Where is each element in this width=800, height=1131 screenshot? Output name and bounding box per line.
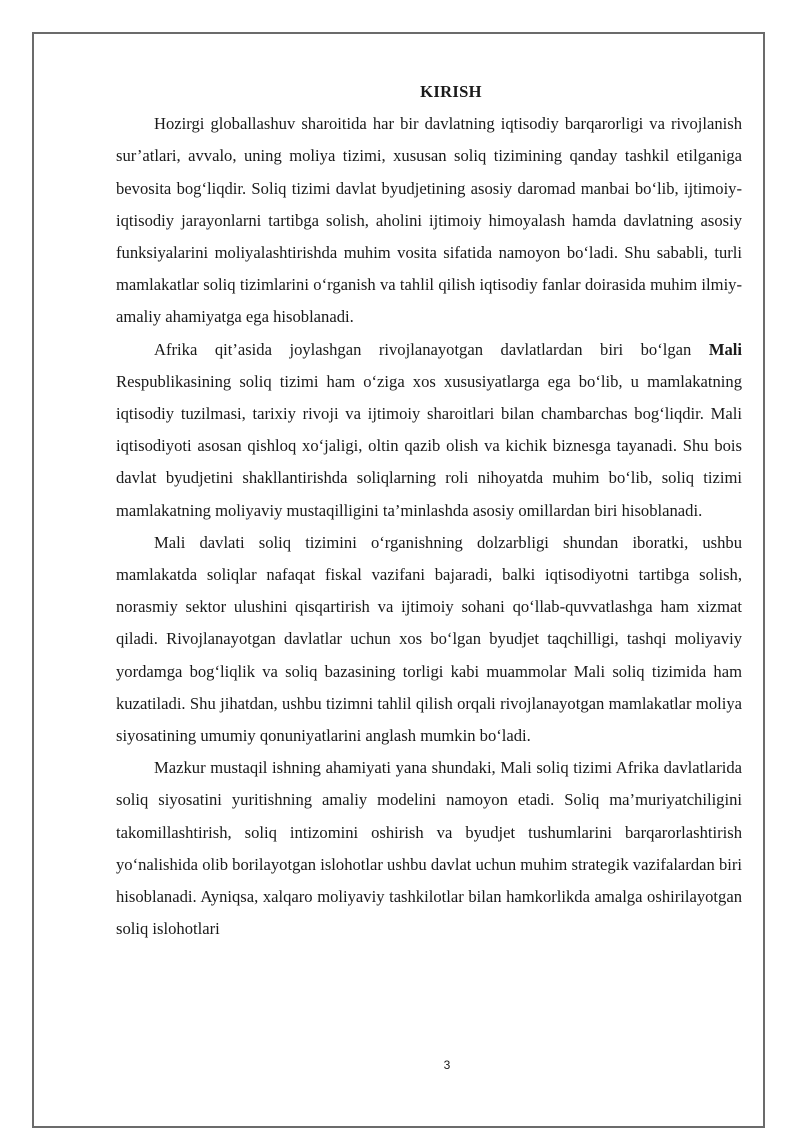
paragraph-2-text-start: Afrika qit’asida joylashgan rivojlanayotgan davlatlardan biri bo‘lgan xyxy=(154,339,709,359)
paragraph-3 xyxy=(116,527,742,752)
paragraph-3-text: Mali davlati soliq tizimini o‘rganishning dolzarbligi shundan iboratki, ushbu mamlakatda soliqlar nafaqat fiskal vazifani bajaradi, balki iqtisodiyotni tartibga solish, norasmiy sektor ulushini qisqartirish va ijtimoiy sohani qo‘llab-quvvatlashga ham xizmat qiladi. Rivojlanayotgan davlatlar uchun xos bo‘lgan byudjet taqchilligi, tashqi moliyaviy yordamga bog‘liqlik va soliq bazasining torligi kabi muammolar Mali soliq tizimida ham kuzatiladi. Shu jihatdan, ushbu tizimni tahlil qilish orqali rivojlanayotgan mamlakatlar moliya siyosatining umumiy qonuniyatlarini anglash mumkin bo‘ladi. xyxy=(116,532,742,746)
paragraph-4 xyxy=(116,752,742,945)
section-title: KIRISH xyxy=(420,82,482,101)
paragraph-2 xyxy=(116,334,742,527)
paragraph-2-bold-term: Mali xyxy=(708,339,742,359)
paragraph-1-text: Hozirgi globallashuv sharoitida har bir davlatning iqtisodiy barqarorligi va rivojlanish sur’atlari, avvalo, uning moliya tizimi, xususan soliq tizimining qanday tashkil etilganiga bevosita bog‘liqdir. Soliq tizimi davlat byudjetining asosiy daromad manbai bo‘lib, ijtimoiy-iqtisodiy jarayonlarni tartibga solish, aholini ijtimoiy himoyalash hamda davlatning asosiy funksiyalarini moliyalashtirishda muhim vosita sifatida namoyon bo‘ladi. Shu sababli, turli mamlakatlar soliq tizimlarini o‘rganish va tahlil qilish iqtisodiy fanlar doirasida muhim ilmiy-amaliy ahamiyatga ega hisoblanadi. xyxy=(116,114,742,327)
paragraph-1 xyxy=(116,108,742,333)
page-number: 3 xyxy=(443,1058,451,1072)
document-body xyxy=(116,76,742,945)
paragraph-4-text: Mazkur mustaqil ishning ahamiyati yana shundaki, Mali soliq tizimi Afrika davlatlarida soliq siyosatini yuritishning amaliy modelini namoyon etadi. Soliq ma’muriyatchiligini takomillashtirish, soliq intizomini oshirish va byudjet tushumlarini barqarorlashtirish yo‘nalishida olib borilayotgan islohotlar ushbu davlat uchun muhim strategik vazifalardan biri hisoblanadi. Ayniqsa, xalqaro moliyaviy tashkilotlar bilan hamkorlikda amalga oshirilayotgan soliq islohotlari xyxy=(116,758,742,939)
paragraph-2-text-end: Respublikasining soliq tizimi ham o‘ziga xos xususiyatlarga ega bo‘lib, u mamlakatning iqtisodiy tuzilmasi, tarixiy rivoji va ijtimoiy sharoitlari bilan chambarchas bog‘liqdir. Mali iqtisodiyoti asosan qishloq xo‘jaligi, oltin qazib olish va kichik biznesga tayanadi. Shu bois davlat byudjetini shakllantirishda soliqlarning roli nihoyatda muhim bo‘lib, soliq tizimi mamlakatning moliyaviy mustaqilligini ta’minlashda asosiy omillardan biri hisoblanadi. xyxy=(116,371,742,520)
